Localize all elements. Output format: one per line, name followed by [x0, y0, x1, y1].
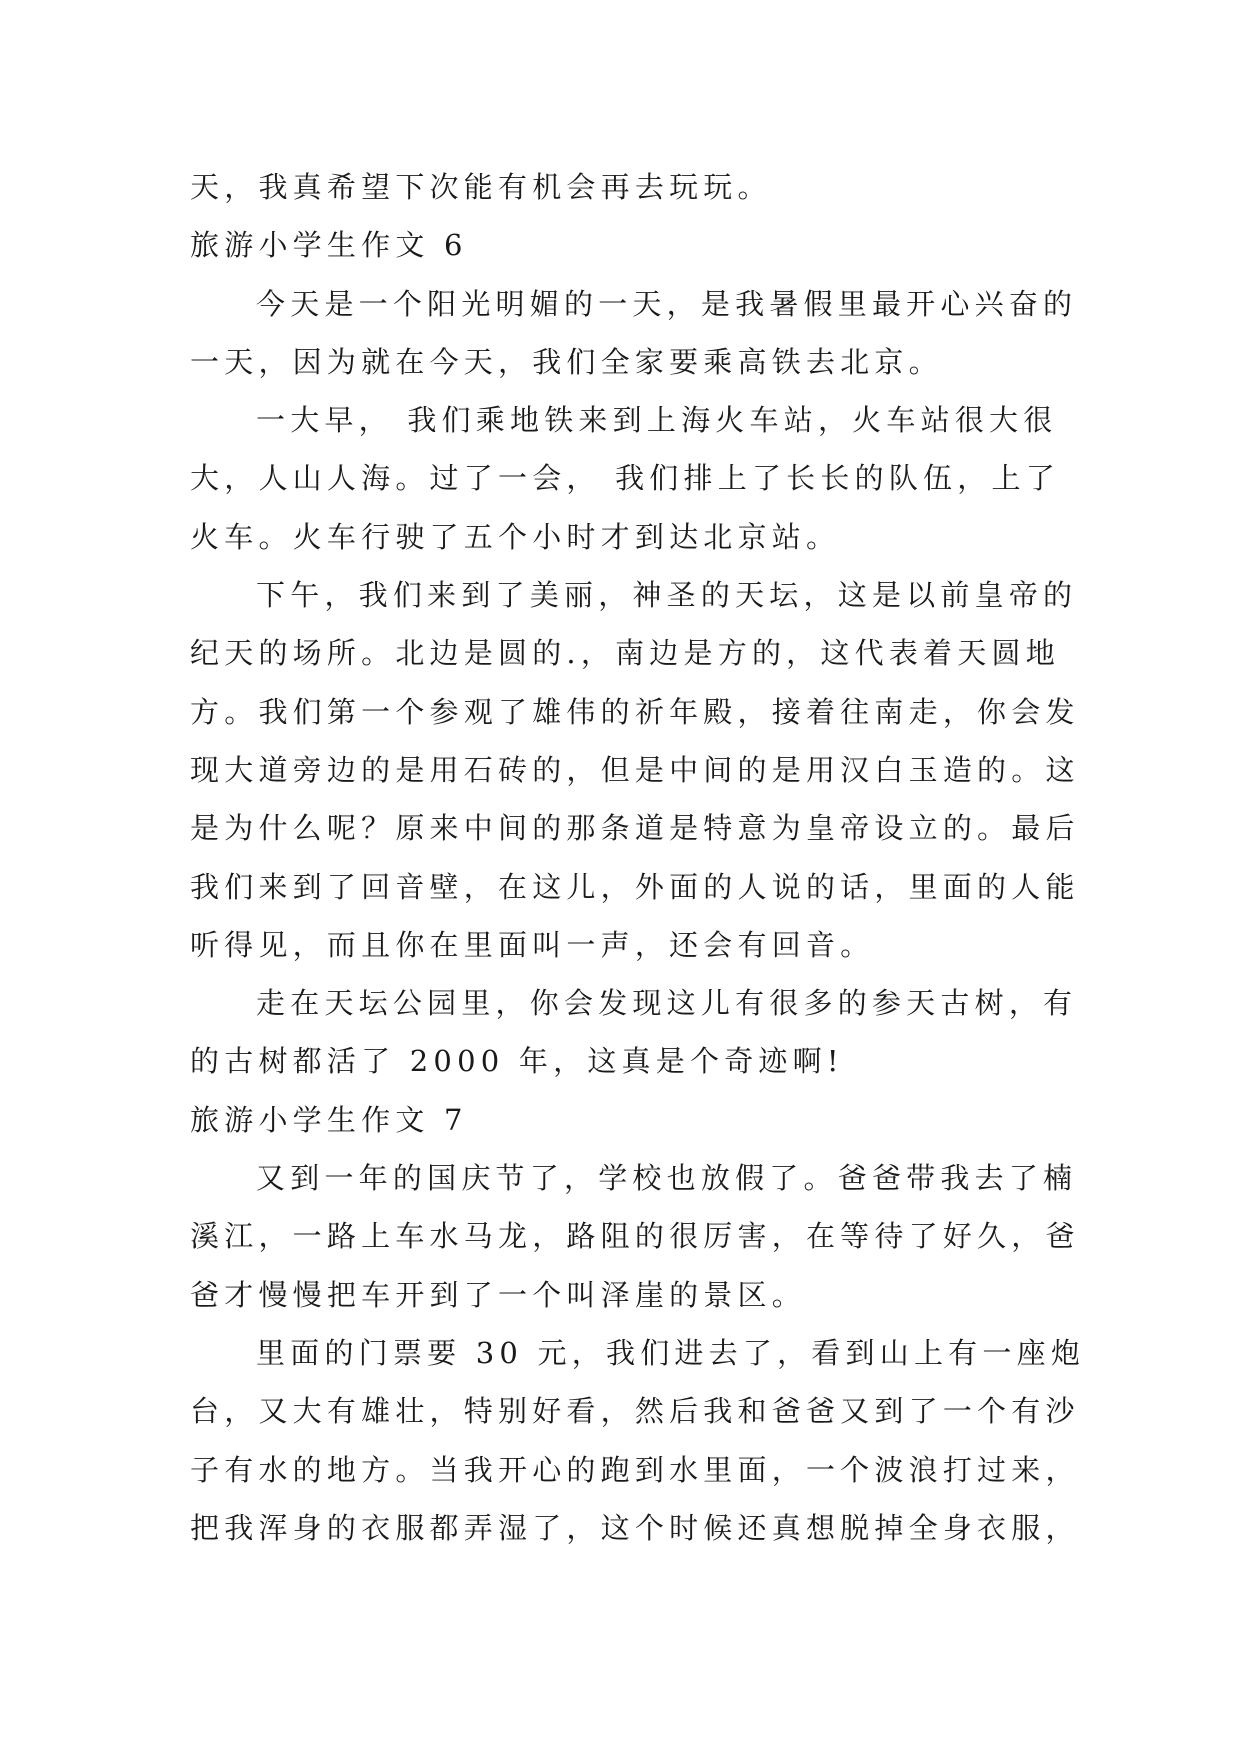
paragraph-first-line: 下午，我们来到了美丽，神圣的天坛，这是以前皇帝的: [256, 578, 1078, 613]
text-line: 一天，因为就在今天，我们全家要乘高铁去北京。: [190, 344, 943, 379]
text-line: 现大道旁边的是用石砖的，但是中间的是用汉白玉造的。这: [190, 752, 1080, 787]
text-line: 大，人山人海。过了一会， 我们排上了长长的队伍，上了: [190, 461, 1060, 496]
text-line: 爸才慢慢把车开到了一个叫泽崖的景区。: [190, 1277, 806, 1312]
text-line: 火车。火车行驶了五个小时才到达北京站。: [190, 519, 841, 554]
text-line: 纪天的场所。北边是圆的.，南边是方的，这代表着天圆地: [190, 636, 1060, 671]
paragraph-first-line: 今天是一个阳光明媚的一天，是我暑假里最开心兴奋的: [256, 286, 1078, 321]
text-line: 把我浑身的衣服都弄湿了，这个时候还真想脱掉全身衣服，: [190, 1510, 1080, 1545]
paragraph-first-line: 里面的门票要 30 元，我们进去了，看到山上有一座炮: [256, 1335, 1086, 1370]
paragraph-first-line: 一大早， 我们乘地铁来到上海火车站，火车站很大很: [256, 403, 1058, 438]
paragraph-first-line: 走在天坛公园里，你会发现这儿有很多的参天古树，有: [256, 986, 1078, 1021]
section-heading: 旅游小学生作文 7: [190, 1102, 468, 1137]
text-line: 子有水的地方。当我开心的跑到水里面，一个波浪打过来，: [190, 1452, 1080, 1487]
text-line: 台，又大有雄壮，特别好看，然后我和爸爸又到了一个有沙: [190, 1394, 1080, 1429]
essay-text: [190, 158, 1086, 1557]
text-line: 的古树都活了 2000 年，这真是个奇迹啊!: [190, 1044, 844, 1079]
text-line: 溪江，一路上车水马龙，路阻的很厉害，在等待了好久，爸: [190, 1219, 1080, 1254]
text-line: 听得见，而且你在里面叫一声，还会有回音。: [190, 927, 875, 962]
text-line: 我们来到了回音壁，在这儿，外面的人说的话，里面的人能: [190, 869, 1080, 904]
section-heading: 旅游小学生作文 6: [190, 228, 468, 263]
text-line: 方。我们第一个参观了雄伟的祈年殿，接着往南走，你会发: [190, 694, 1080, 729]
text-line: 天，我真希望下次能有机会再去玩玩。: [190, 170, 772, 204]
text-line: 是为什么呢？原来中间的那条道是特意为皇帝设立的。最后: [190, 811, 1080, 846]
paragraph-first-line: 又到一年的国庆节了，学校也放假了。爸爸带我去了楠: [256, 1161, 1078, 1196]
